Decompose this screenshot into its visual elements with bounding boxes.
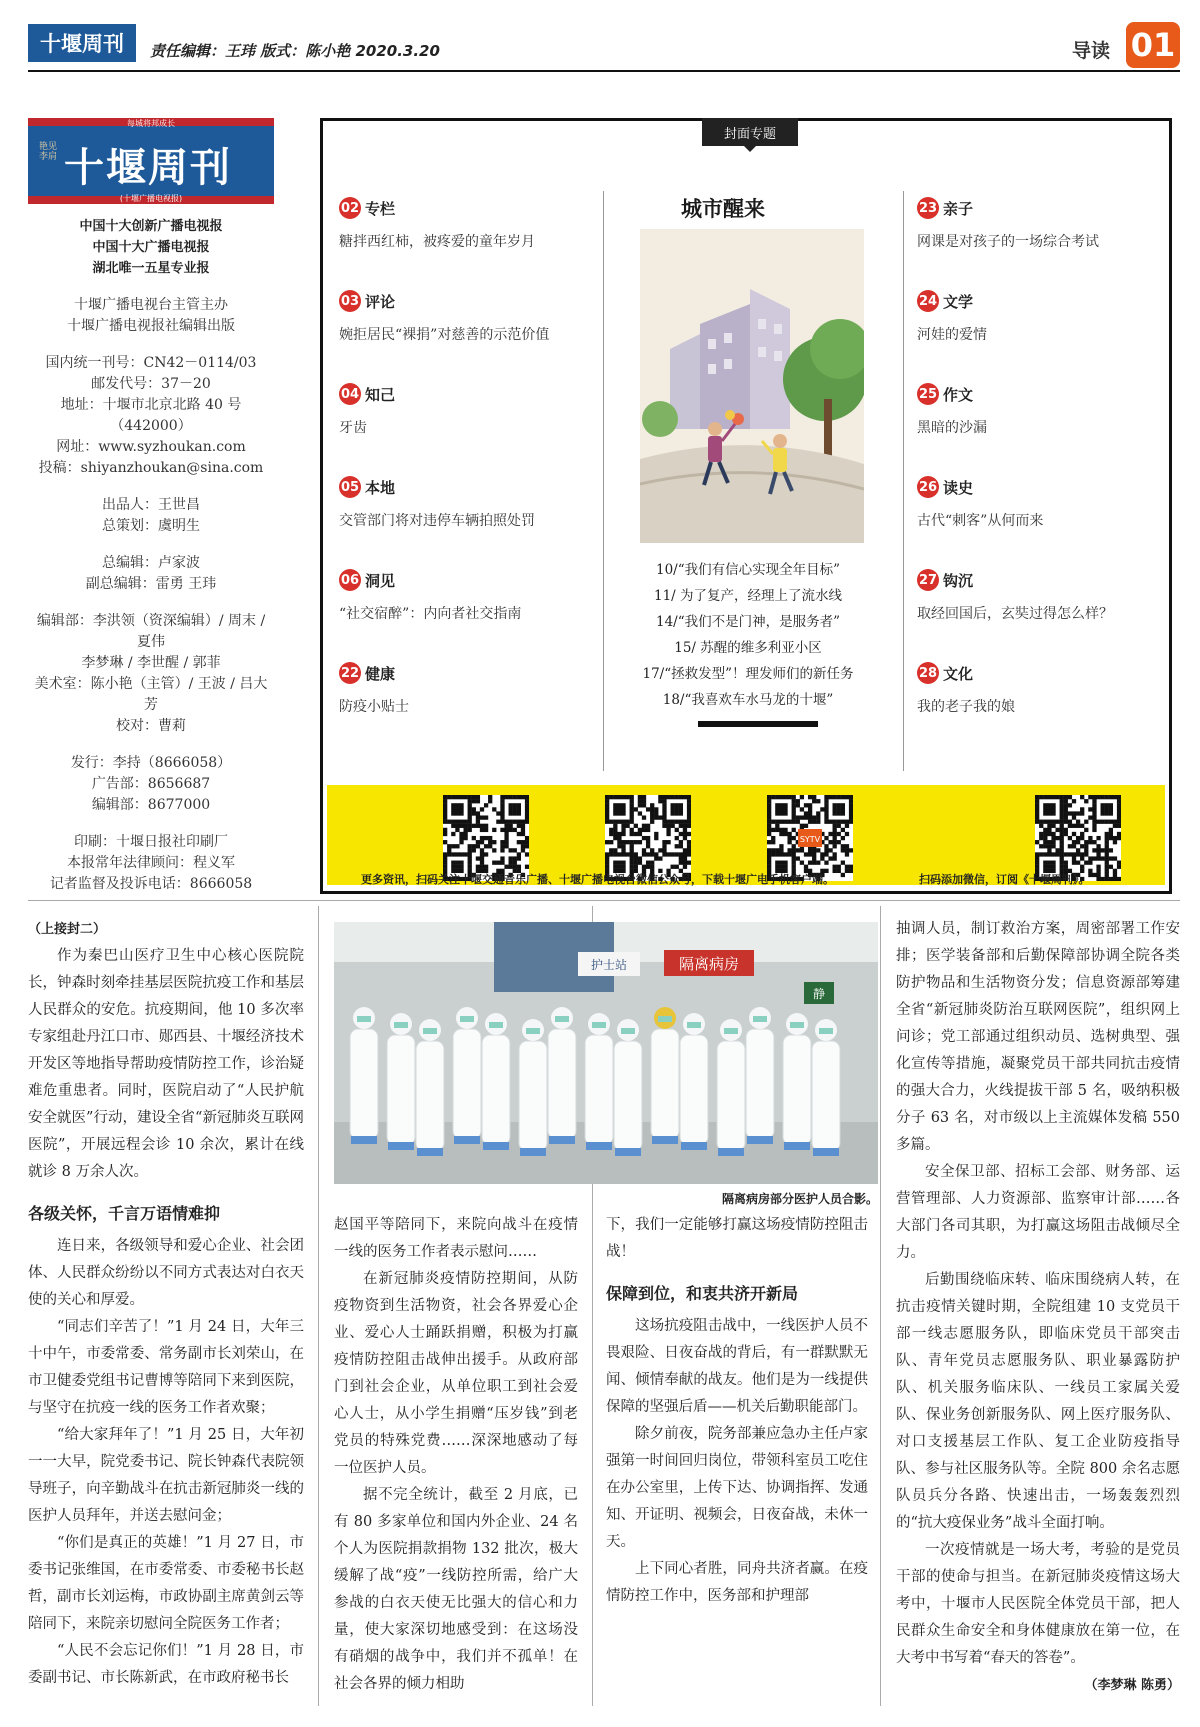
article-column-2 (334, 1212, 578, 1698)
article-paragraph: 抽调人员，制订救治方案，周密部署工作安排；医学装备部和后勤保障部协调全院各类防护物品和生活物资分发；信息资源部筹建全省“新冠肺炎防治互联网医院”，组织网上问诊；党工部通过组织动员、选树典型、强化宣传等措施，凝聚党员干部共同抗击疫情的强大合力，火线提拔干部 5 名，吸纳积极分子 63 名，对市级以上主流媒体发稿 550 多篇。 (896, 921, 1180, 1153)
contact-line: 编辑部：8677000 (91, 797, 211, 813)
feature-link[interactable]: 17/“拯救发型”！理发师们的新任务 (642, 666, 854, 682)
page-number-circle: 06 (339, 569, 361, 591)
header-divider (28, 70, 1180, 72)
nurse-station-sign: 护士站 (590, 958, 628, 972)
slogan: 中国十大创新广播电视报 (79, 219, 223, 234)
cover-feature-tab: 封面专题 (702, 118, 798, 146)
toc-item[interactable] (339, 290, 599, 383)
article-paragraph: 一次疫情就是一场大考，考验的是党员干部的使命与担当。在新冠肺炎疫情这场大考中，十堰市人民医院全体党员干部，把人民群众生命安全和身体健康放在第一位，在大考中书写着“春天的答卷”。 (896, 1542, 1180, 1666)
cover-feature-box (320, 118, 1172, 894)
toc-headline: 婉拒居民“裸捐”对慈善的示范价值 (339, 327, 550, 343)
article-paragraph: 安全保卫部、招标工会部、财务部、运营管理部、人力资源部、监察审计部……各大部门各司其职，为打赢这场阻击战倾尽全力。 (896, 1164, 1180, 1261)
toc-category: 知己 (365, 385, 396, 404)
registry-line: 邮发代号：37－20 (91, 376, 211, 392)
editor-line: 副总编辑：雷勇 王玮 (85, 576, 217, 592)
page-number-circle: 04 (339, 383, 361, 405)
toc-headline: 交管部门将对违停车辆拍照处罚 (339, 513, 535, 529)
page-number-circle: 03 (339, 290, 361, 312)
masthead-tagline: 每城将邦成长 (127, 119, 175, 128)
article-byline: （李梦琳 陈勇） (1084, 1678, 1180, 1693)
article-paragraph: 下，我们一定能够打赢这场疫情防控阻击战！ (606, 1217, 868, 1260)
article-column-1 (28, 916, 304, 1692)
header-credits: 责任编辑：王玮 版式：陈小艳 2020.3.20 (150, 42, 440, 60)
ward-sign: 隔离病房 (678, 955, 740, 973)
legal-line: 本报常年法律顾问：程义军 (67, 855, 235, 871)
cover-feature-list (613, 557, 883, 713)
toc-category: 文化 (943, 664, 974, 683)
article-paragraph: 据不完全统计，截至 2 月底，已有 80 多家单位和国内外企业、24 名个人为医院捐款捐物 132 批次，极大缓解了战“疫”一线防控所需，给广大参战的白衣天使无比强大的信心和力量，使大家深切地感受到：在这场没有硝烟的战争中，我们并不孤单！在社会各界的倾力相助 (334, 1487, 578, 1692)
column-divider (880, 906, 881, 1706)
cover-story-title: 城市醒来 (681, 197, 765, 221)
masthead-subtitle: (十堰广播电视报) (119, 194, 183, 203)
toc-category: 健康 (365, 664, 396, 683)
toc-item[interactable] (339, 662, 599, 755)
page-number-circle: 22 (339, 662, 361, 684)
producer-line: 总策划：虞明生 (102, 518, 200, 534)
article-subheading: 保障到位，和衷共济开新局 (606, 1284, 799, 1303)
page-number-circle: 24 (917, 290, 939, 312)
page-number-badge: 01 (1126, 22, 1180, 68)
qr-code-icon[interactable] (767, 795, 853, 881)
column-divider (903, 191, 904, 771)
feature-link[interactable]: 10/“我们有信心实现全年目标” (655, 562, 841, 578)
toc-item[interactable] (917, 662, 1177, 755)
toc-headline: “社交宿醉”：内向者社交指南 (339, 606, 522, 622)
slogan: 湖北唯一五星专业报 (92, 261, 210, 276)
qr-code-icon[interactable] (443, 795, 529, 881)
page-number-circle: 26 (917, 476, 939, 498)
toc-headline: 取经回国后，玄奘过得怎么样？ (917, 606, 1113, 622)
article-paragraph: 作为秦巴山医疗卫生中心核心医院院长，钟森时刻牵挂基层医院抗疫工作和基层人民群众的安危。抗疫期间，他 10 多次率专家组赴丹江口市、郧西县、十堰经济技术开发区等地指导帮助疫情防控工作，诊治疑难危重患者。同时，医院启动了“人民护航 安全就医”行动，建设全省“新冠肺炎互联网医院”，开展远程会诊 10 余次，累计在线就诊 8 万余人次。 (28, 948, 304, 1180)
org-line: 十堰广播电视报社编辑出版 (67, 318, 235, 334)
quiet-sign: 静 (812, 987, 826, 1001)
contact-line: 广告部：8656687 (91, 776, 211, 792)
column-divider (318, 906, 319, 1706)
toc-item[interactable] (339, 197, 599, 290)
article-paragraph: 在新冠肺炎疫情防控期间，从防疫物资到生活物资，社会各界爱心企业、爱心人士踊跃捐赠，积极为打赢疫情防控阻击战伸出援手。从政府部门到社会企业，从单位职工到社会爱心人士，从小学生捐赠“压岁钱”到老党员的特殊党费……深深地感动了每一位医护人员。 (334, 1271, 578, 1476)
staff-line: 李梦琳 / 李世醒 / 郭菲 (81, 655, 221, 671)
toc-category: 作文 (943, 385, 974, 404)
registry-line: 国内统一刊号：CN42－0114/03 (45, 355, 257, 371)
article-paragraph: 赵国平等陪同下，来院向战斗在疫情一线的医务工作者表示慰问…… (334, 1217, 578, 1260)
editor-line: 总编辑：卢家波 (102, 555, 200, 571)
page-number-circle: 27 (917, 569, 939, 591)
article-paragraph: 除夕前夜，院务部兼应急办主任卢家强第一时间回归岗位，带领科室员工吃住在办公室里，上传下达、协调指挥、发通知、开证明、视频会，日夜奋战，未休一天。 (606, 1426, 868, 1550)
staff-line: 美术室：陈小艳（主管）/ 王波 / 吕大芳 (34, 676, 268, 713)
continued-note: （上接封二） (28, 922, 107, 937)
toc-headline: 黑暗的沙漏 (917, 420, 987, 436)
toc-headline: 网课是对孩子的一场综合考试 (917, 234, 1099, 250)
toc-item[interactable] (917, 383, 1177, 476)
slogan: 中国十大广播电视报 (92, 240, 210, 255)
legal-line: 记者监督及投诉电话：8666058 (49, 876, 253, 892)
toc-category: 本地 (365, 478, 396, 497)
toc-category: 评论 (365, 292, 396, 311)
qr-code-icon[interactable] (605, 795, 691, 881)
website-link[interactable]: 网址：www.syzhoukan.com (56, 439, 246, 455)
qr-code-band (327, 785, 1165, 885)
section-divider (28, 900, 1180, 901)
article-subheading: 各级关怀，千言万语情难抑 (28, 1204, 221, 1223)
feature-link[interactable]: 15/ 苏醒的维多利亚小区 (674, 640, 822, 656)
toc-headline: 防疫小贴士 (339, 699, 409, 715)
page-number-circle: 23 (917, 197, 939, 219)
feature-list-underline (698, 721, 818, 727)
toc-item[interactable] (339, 569, 599, 662)
article-column-3 (606, 1212, 868, 1610)
page-number-circle: 05 (339, 476, 361, 498)
cover-illustration (640, 229, 864, 543)
toc-headline: 牙齿 (339, 420, 367, 436)
staff-line: 校对：曹莉 (116, 718, 186, 734)
article-paragraph: 连日来，各级领导和爱心企业、社会团体、人民群众纷纷以不同方式表达对白衣天使的关心和厚爱。 (28, 1238, 304, 1308)
publication-info (28, 216, 274, 895)
legal-line: 印刷：十堰日报社印刷厂 (74, 834, 228, 850)
qr-badge-label: SYTV (799, 835, 821, 844)
photo-caption: 隔离病房部分医护人员合影。 (721, 1192, 878, 1206)
toc-item[interactable] (917, 197, 1177, 290)
article-column-4 (896, 916, 1180, 1699)
toc-headline: 糖拌西红柿，被疼爱的童年岁月 (339, 234, 535, 250)
qr-caption: 更多资讯，扫码关注十堰交通音乐广播、十堰广播电视台微信公众号，下载十堰广电手机客户端。 (361, 873, 834, 886)
feature-link[interactable]: 18/“我喜欢车水马龙的十堰” (662, 692, 834, 708)
page-number-circle: 25 (917, 383, 939, 405)
toc-item[interactable] (917, 569, 1177, 662)
toc-item[interactable] (339, 476, 599, 569)
column-divider (603, 191, 604, 771)
org-line: 十堰广播电视台主管主办 (74, 297, 228, 313)
article-paragraph: “人民不会忘记你们！”1 月 28 日，市委副书记、市长陈新武，在市政府秘书长 (28, 1643, 304, 1686)
contact-line: 发行：李持（8666058） (70, 755, 232, 771)
toc-category: 亲子 (943, 199, 974, 218)
article-paragraph: “同志们辛苦了！”1 月 24 日，大年三十中午，市委常委、常务副市长刘荣山，在市卫健委党组书记曹博等陪同下来到医院，与坚守在抗疫一线的医务工作者欢聚； (28, 1319, 304, 1416)
toc-item[interactable] (339, 383, 599, 476)
toc-category: 钩沉 (943, 571, 974, 590)
feature-link[interactable]: 14/“我们不是门神，是服务者” (655, 614, 841, 630)
feature-link[interactable]: 11/ 为了复产，经理上了流水线 (653, 588, 843, 604)
toc-category: 专栏 (365, 199, 396, 218)
page-number-circle: 28 (917, 662, 939, 684)
toc-right-column (917, 197, 1177, 755)
toc-item[interactable] (917, 476, 1177, 569)
toc-headline: 我的老子我的娘 (917, 699, 1015, 715)
email-link[interactable]: 投稿：shiyanzhoukan@sina.com (38, 460, 264, 476)
header-logo: 十堰周刊 (28, 24, 136, 62)
toc-item[interactable] (917, 290, 1177, 383)
article-paragraph: “你们是真正的英雄！”1 月 27 日，市委书记张维国，在市委常委、市委秘书长赵哲，副市长刘运梅，市政协副主席黄剑云等陪同下，来院亲切慰问全院医务工作者； (28, 1535, 304, 1632)
producer-line: 出品人：王世昌 (102, 497, 200, 513)
qr-code-icon[interactable] (1035, 795, 1121, 881)
toc-category: 读史 (943, 478, 974, 497)
toc-headline: 古代“刺客”从何而来 (917, 513, 1044, 529)
article-paragraph: 这场抗疫阻击战中，一线医护人员不畏艰险、日夜奋战的背后，有一群默默无闻、倾情奉献的战友。他们是为一线提供保障的坚强后盾——机关后勤职能部门。 (606, 1318, 868, 1415)
masthead-title: 十堰周刊 (64, 144, 232, 191)
article-paragraph: 上下同心者胜，同舟共济者赢。在疫情防控工作中，医务部和护理部 (606, 1561, 868, 1604)
staff-line: 编辑部：李洪领（资深编辑）/ 周末 / 夏伟 (36, 613, 266, 650)
qr-caption: 扫码添加微信，订阅《十堰周刊》。 (919, 873, 1090, 886)
article-paragraph: 后勤围绕临床转、临床围绕病人转，在抗击疫情关键时期，全院组建 10 支党员干部一线志愿服务队，即临床党员干部突击队、青年党员志愿服务队、职业暴露防护队、机关服务临床队、一线员工家属关爱队、保业务创新服务队、网上医疗服务队、对口支援基层工作队、复工企业防疫指导队、参与社区服务队等。全院 800 余名志愿队员兵分各路、快速出击，一场轰轰烈烈的“抗大疫保业务”战斗全面打响。 (896, 1272, 1180, 1531)
toc-category: 文学 (943, 292, 974, 311)
masthead-logo (28, 118, 274, 204)
medical-staff-photo (334, 922, 878, 1184)
toc-left-column (339, 197, 599, 755)
page-number-circle: 02 (339, 197, 361, 219)
section-label: 导读 (1072, 40, 1111, 62)
registry-line: 地址：十堰市北京北路 40 号（442000） (60, 397, 242, 434)
toc-category: 洞见 (365, 571, 396, 590)
article-paragraph: “给大家拜年了！”1 月 25 日，大年初一一大早，院党委书记、院长钟森代表院领导班子，向辛勤战斗在抗击新冠肺炎一线的医护人员拜年，并送去慰问金； (28, 1427, 304, 1524)
masthead-seal: 艳见李肩 (38, 142, 57, 162)
toc-headline: 河娃的爱情 (917, 327, 987, 343)
